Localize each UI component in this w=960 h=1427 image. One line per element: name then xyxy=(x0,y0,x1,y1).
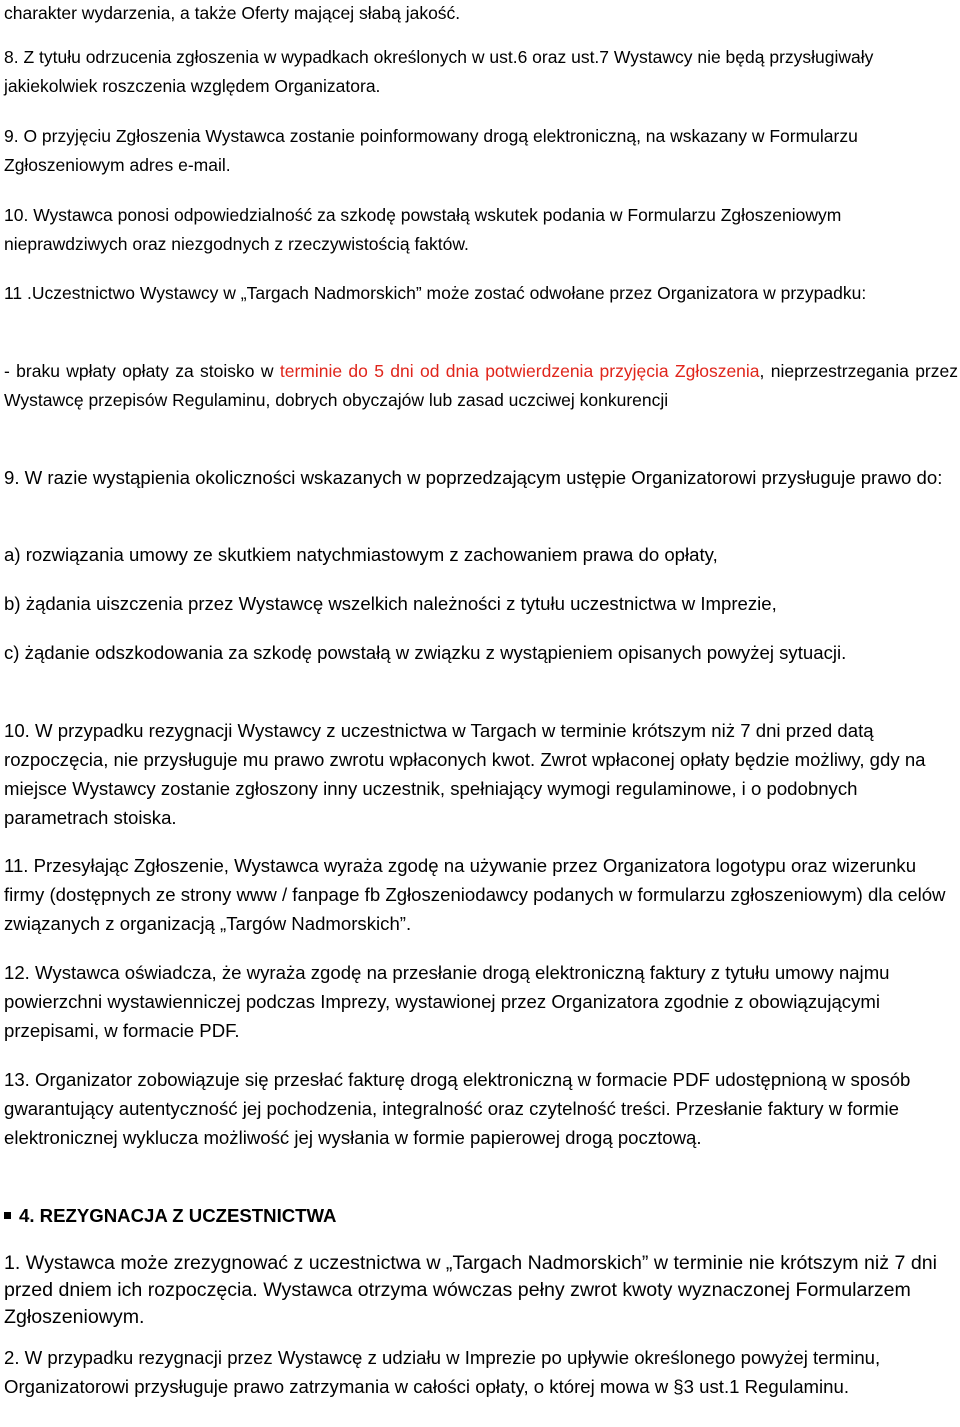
bullet-icon xyxy=(4,1212,11,1219)
text-segment: , nieprzestrzegania przez Wystawcę przepisów Regulaminu, dobrych obyczajów lub zasad uczciwej konkurencji xyxy=(4,361,958,410)
paragraph-a: a) rozwiązania umowy ze skutkiem natychmiastowym z zachowaniem prawa do opłaty, xyxy=(4,544,718,565)
section-heading xyxy=(4,1201,336,1230)
section-heading-text: 4. REZYGNACJA Z UCZESTNICTWA xyxy=(19,1205,337,1226)
paragraph-c: c) żądanie odszkodowania za szkodę powstałą w związku z wystąpieniem opisanych powyżej sytuacji. xyxy=(4,642,847,663)
paragraph-9-uprawnienia: 9. W razie wystąpienia okoliczności wskazanych w poprzedzającym ustępie Organizatorowi przysługuje prawo do: xyxy=(4,467,943,488)
highlighted-deadline-text: terminie do 5 dni od dnia potwierdzenia przyjęcia Zgłoszenia xyxy=(279,361,760,381)
paragraph-b: b) żądania uiszczenia przez Wystawcę wszelkich należności z tytułu uczestnictwa w Imprezie, xyxy=(4,593,777,614)
paragraph-12-faktura: 12. Wystawca oświadcza, że wyraża zgodę na przesłanie drogą elektroniczną faktury z tytułu umowy najmu powierzchni wystawienniczej podczas Imprezy, wystawionej przez Organizatora zgodnie z obowiązującymi przepisami, w formacie PDF. xyxy=(4,962,890,1041)
paragraph-8: 8. Z tytułu odrzucenia zgłoszenia w wypadkach określonych w ust.6 oraz ust.7 Wystawcy nie będą przysługiwały jakiekolwiek roszczenia względem Organizatora. xyxy=(4,47,874,96)
paragraph-4-1: 1. Wystawca może zrezygnować z uczestnictwa w „Targach Nadmorskich” w terminie nie krótszym niż 7 dni przed dniem ich rozpoczęcia. Wystawca otrzyma wówczas pełny zwrot kwoty wyznaczonej Formularzem Zgłoszeniowym. xyxy=(4,1252,938,1328)
paragraph-odwolanie-przypadki xyxy=(4,357,958,415)
paragraph-11: 11 .Uczestnictwo Wystawcy w „Targach Nadmorskich” może zostać odwołane przez Organizatora w przypadku: xyxy=(4,283,867,303)
paragraph-11-logotyp: 11. Przesyłając Zgłoszenie, Wystawca wyraża zgodę na używanie przez Organizatora logotypu oraz wizerunku firmy (dostępnych ze strony www / fanpage fb Zgłoszeniodawcy podanych w formularzu zgłoszeniowym) dla celów związanych z organizacją „Targów Nadmorskich”. xyxy=(4,855,946,934)
paragraph-10-rezygnacja: 10. W przypadku rezygnacji Wystawcy z uczestnictwa w Targach w terminie krótszym niż 7 dni przed datą rozpoczęcia, nie przysługuje mu prawo zwrotu wpłaconych kwot. Zwrot wpłaconej opłaty będzie możliwy, gdy na miejsce Wystawcy zostanie zgłoszony inny uczestnik, spełniający wymogi regulaminowe, i o podobnych parametrach stoiska. xyxy=(4,720,926,828)
paragraph-10: 10. Wystawca ponosi odpowiedzialność za szkodę powstałą wskutek podania w Formularzu Zgłoszeniowym nieprawdziwych oraz niezgodnych z rzeczywistością faktów. xyxy=(4,205,842,254)
paragraph-9: 9. O przyjęciu Zgłoszenia Wystawca zostanie poinformowany drogą elektroniczną, na wskazany w Formularzu Zgłoszeniowym adres e-mail. xyxy=(4,126,858,175)
paragraph-13-faktura-pdf: 13. Organizator zobowiązuje się przesłać fakturę drogą elektroniczną w formacie PDF udostępnioną w sposób gwarantujący autentyczność jej pochodzenia, integralność oraz czytelność treści. Przesłanie faktury w formie elektronicznej wyklucza możliwość jej wysłania w formie papierowej drogą pocztową. xyxy=(4,1069,911,1148)
paragraph-continuation: charakter wydarzenia, a także Oferty mającej słabą jakość. xyxy=(4,3,461,23)
text-segment: - braku wpłaty opłaty za stoisko w xyxy=(4,361,280,381)
paragraph-4-2: 2. W przypadku rezygnacji przez Wystawcę z udziału w Imprezie po upływie określonego powyżej terminu, Organizatorowi przysługuje prawo zatrzymania w całości opłaty, o której mowa w §3 ust.1 Regulaminu. xyxy=(4,1347,881,1397)
